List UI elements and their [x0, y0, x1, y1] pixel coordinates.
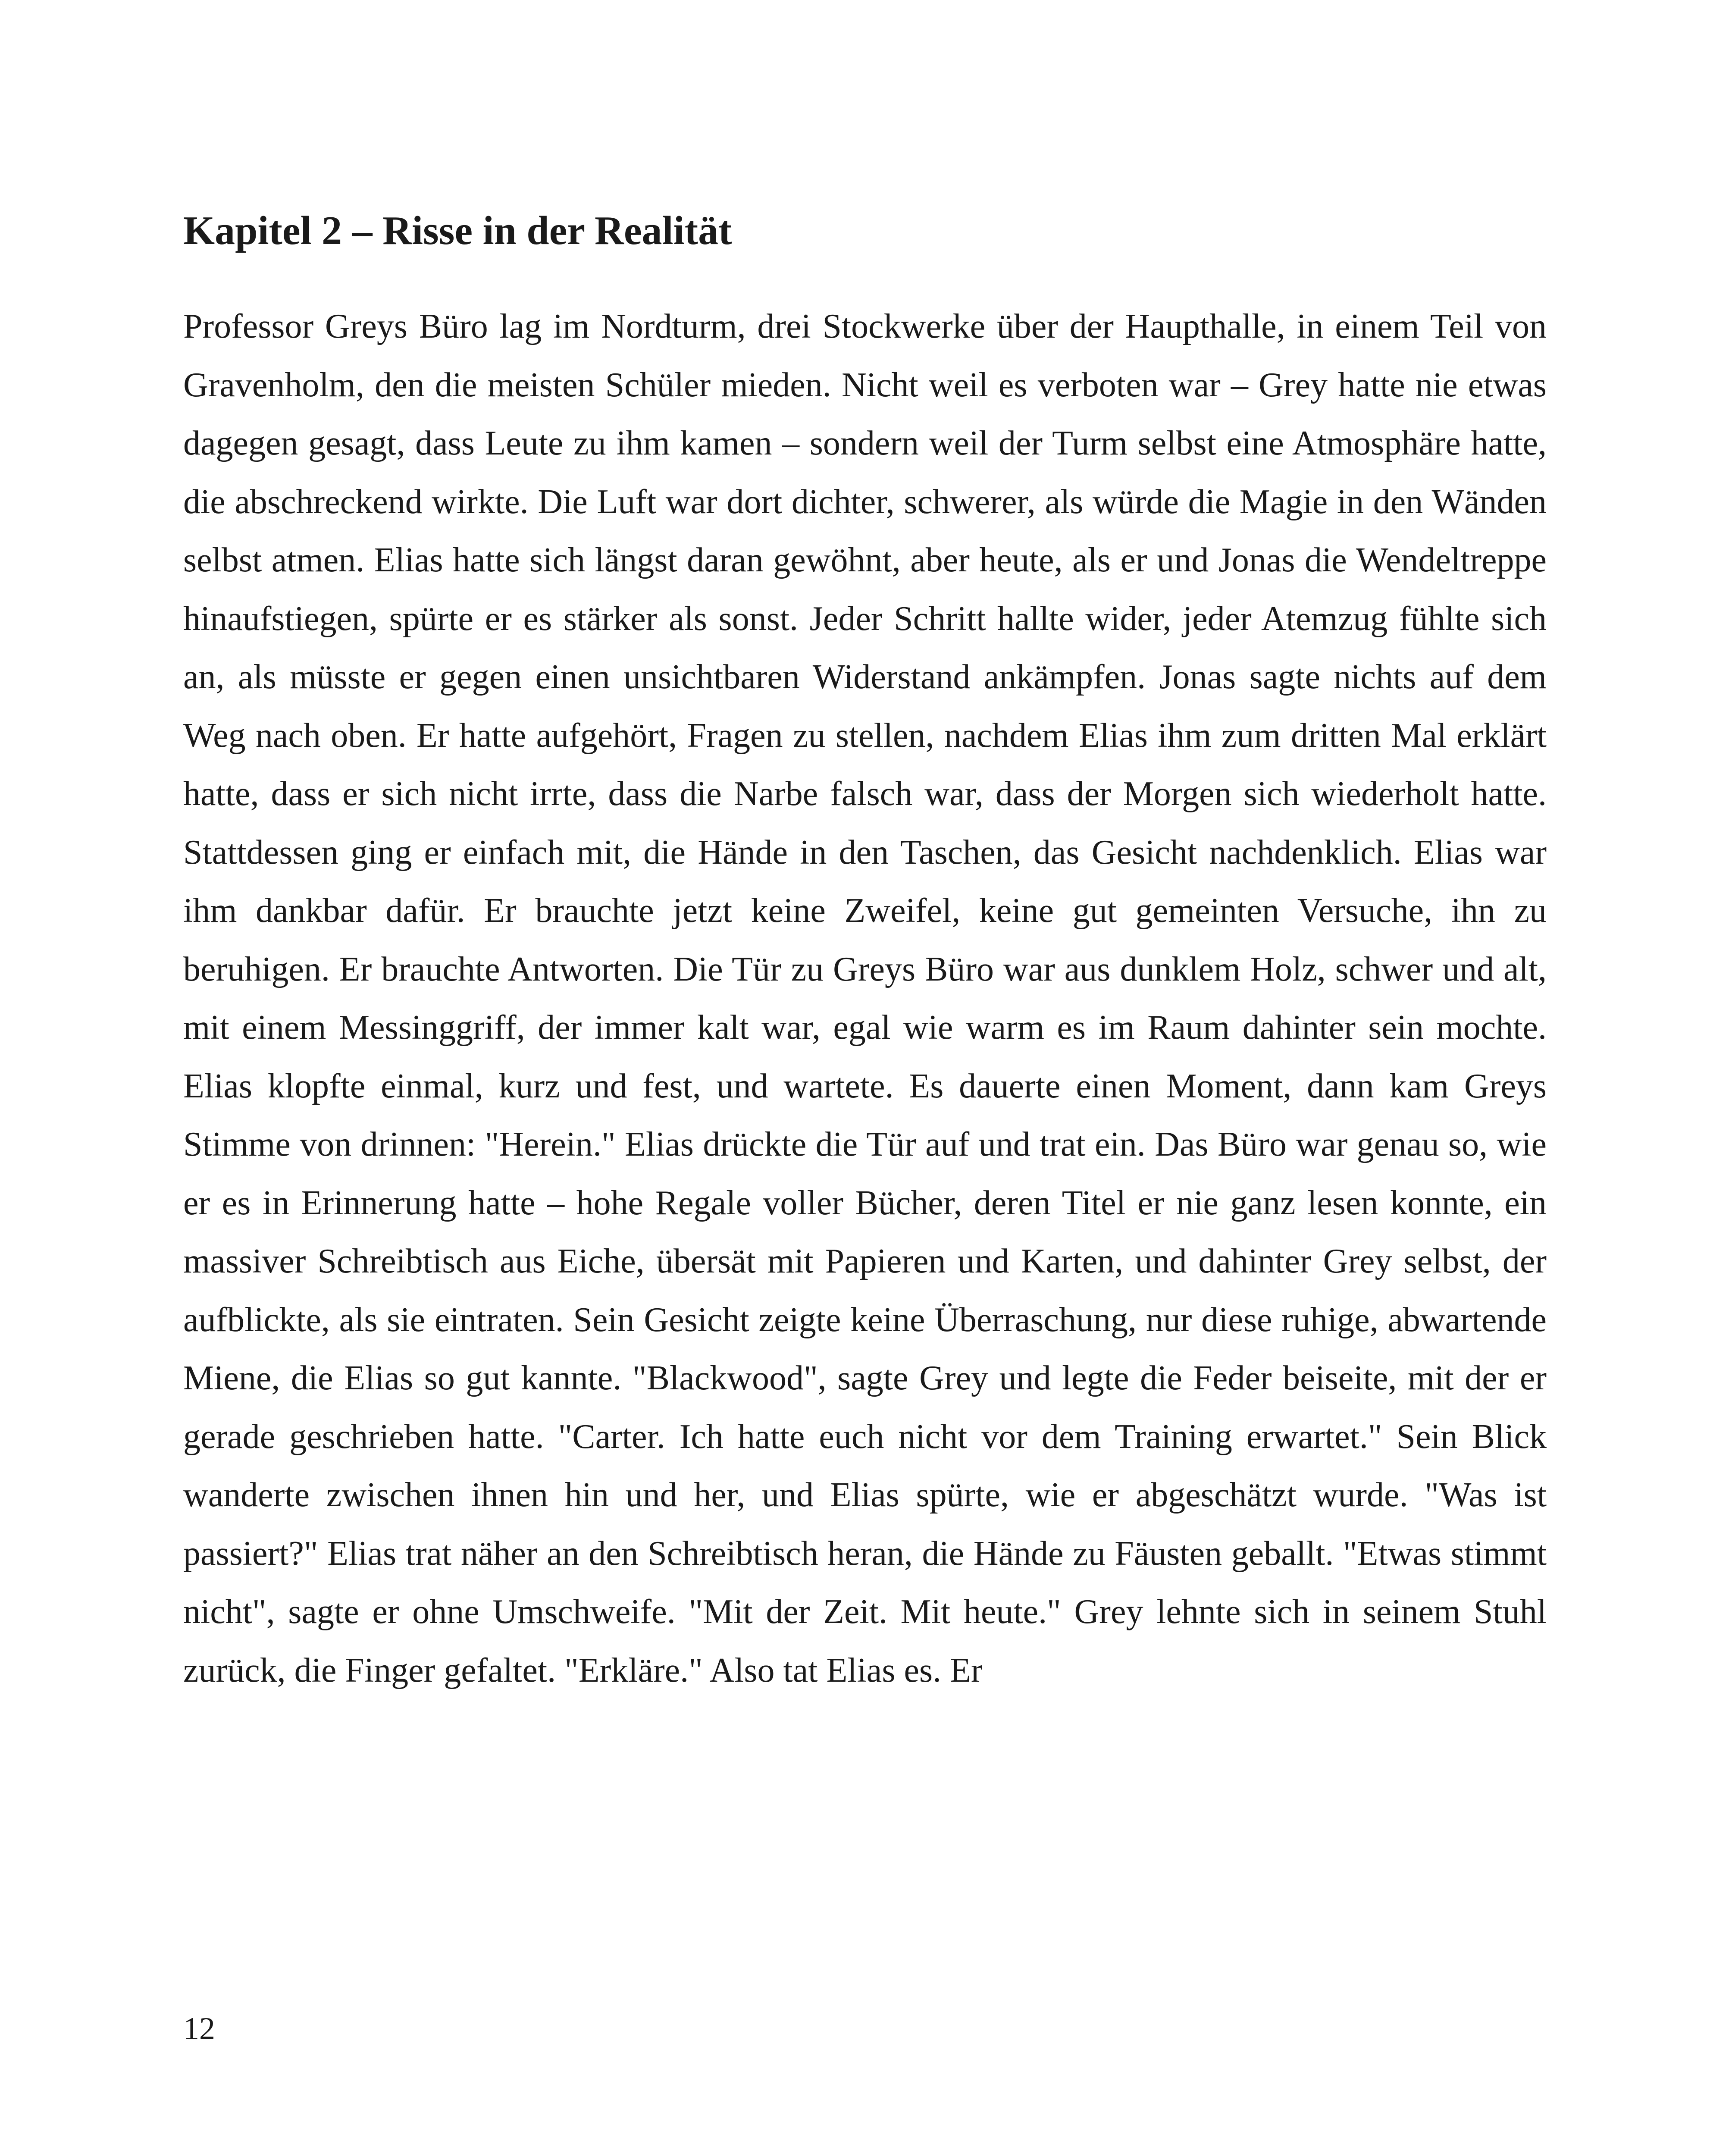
- page-number: 12: [183, 2011, 215, 2046]
- chapter-heading: Kapitel 2 – Risse in der Realität: [183, 208, 732, 253]
- body-paragraph: Professor Greys Büro lag im Nordturm, drei Stockwerke über der Haupthalle, in einem Teil von Gravenholm, den die meisten Schüler mieden. Nicht weil es verboten war – Grey hatte nie etwas dagegen gesagt, dass Leute zu ihm kamen – sondern weil der Turm selbst eine Atmosphäre hatte, die abschreckend wirkte. Die Luft war dort dichter, schwerer, als würde die Magie in den Wänden selbst atmen. Elias hatte sich längst daran gewöhnt, aber heute, als er und Jonas die Wendeltreppe hinaufstiegen, spürte er es stärker als sonst. Jeder Schritt hallte wider, jeder Atemzug fühlte sich an, als müsste er gegen einen unsichtbaren Widerstand ankämpfen. Jonas sagte nichts auf dem Weg nach oben. Er hatte aufgehört, Fragen zu stellen, nachdem Elias ihm zum dritten Mal erklärt hatte, dass er sich nicht irrte, dass die Narbe falsch war, dass der Morgen sich wiederholt hatte. Stattdessen ging er einfach mit, die Hände in den Taschen, das Gesicht nachdenklich. Elias war ihm dankbar dafür. Er brauchte jetzt keine Zweifel, keine gut gemeinten Versuche, ihn zu beruhigen. Er brauchte Antworten. Die Tür zu Greys Büro war aus dunklem Holz, schwer und alt, mit einem Messinggriff, der immer kalt war, egal wie warm es im Raum dahinter sein mochte. Elias klopfte einmal, kurz und fest, und wartete. Es dauerte einen Moment, dann kam Greys Stimme von drinnen: "Herein." Elias drückte die Tür auf und trat ein. Das Büro war genau so, wie er es in Erinnerung hatte – hohe Regale voller Bücher, deren Titel er nie ganz lesen konnte, ein massiver Schreibtisch aus Eiche, übersät mit Papieren und Karten, und dahinter Grey selbst, der aufblickte, als sie eintraten. Sein Gesicht zeigte keine Überraschung, nur diese ruhige, abwartende Miene, die Elias so gut kannte. "Blackwood", sagte Grey und legte die Feder beiseite, mit der er gerade geschrieben hatte. "Carter. Ich hatte euch nicht vor dem Training erwartet." Sein Blick wanderte zwischen ihnen hin und her, und Elias spürte, wie er abgeschätzt wurde. "Was ist passiert?" Elias trat näher an den Schreibtisch heran, die Hände zu Fäusten geballt. "Etwas stimmt nicht", sagte er ohne Umschweife. "Mit der Zeit. Mit heute." Grey lehnte sich in seinem Stuhl zurück, die Finger gefaltet. "Erkläre." Also tat Elias es. Er: [183, 307, 1547, 1689]
